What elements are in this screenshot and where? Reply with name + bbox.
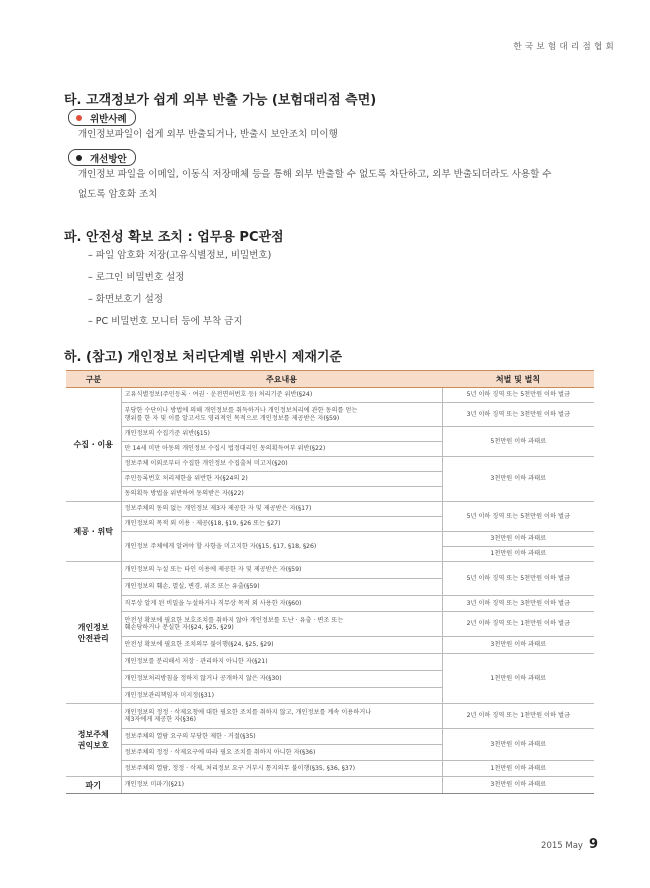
section-pa-title: 파. 안전성 확보 조치 : 업무용 PC관점 [64,230,284,245]
content-cell: 개인정보의 정정 · 삭제요청에 대한 필요한 조치를 취하지 않고, 개인정보를 계속 이용하거나 제3자에게 제공한 자(§36) [121,704,442,729]
content-cell: 개인정보를 분리해서 저장 · 관리하지 아니한 자(§21) [121,654,442,671]
association-header: 한 국 보 험 대 리 점 협 회 [513,42,614,52]
content-cell: 안전성 확보에 필요한 조치의무 불이행(§24, §25, §29) [121,637,442,654]
content-cell: 직무상 알게 된 비밀을 누설하거나 직무상 목적 외 사용한 자(§60) [121,596,442,612]
table-row [66,596,594,612]
table-row [66,777,594,794]
content-cell: 정보주체의 정정 · 삭제요구에 따라 필요 조치를 취하지 아니한 자(§36) [121,745,442,761]
table-row [66,502,594,517]
page-number: 9 [588,837,598,852]
content-cell: 정보주체의 열람 요구의 부당한 제한 · 거절(§35) [121,729,442,745]
category-cell: 제공 · 위탁 [66,502,121,562]
table-row [66,562,594,579]
content-cell: 개인정보처리방침을 정하지 않거나 공개하지 않은 자(§30) [121,671,442,688]
header-content: 주요내용 [121,371,442,388]
bullet-dot-icon [76,155,82,161]
category-cell: 수집 · 이용 [66,388,121,502]
penalty-cell: 3천만원 이하 과태료 [442,637,594,654]
section-ta-title: 타. 고객정보가 쉽게 외부 반출 가능 (보험대리점 측면) [64,93,377,108]
table-row [66,637,594,654]
content-cell: 고유식별정보(주민등록 · 여권 · 운전면허번호 등) 처리기준 위반(§24) [121,388,442,403]
pc-safety-list [88,245,271,333]
list-item: – 화면보호기 설정 [88,294,164,305]
bullet-dot-icon [76,115,82,121]
penalty-cell: 1천만원 이하 과태료 [442,547,594,562]
content-cell: 동의획득 방법을 위반하여 동의받은 자(§22) [121,487,442,502]
content-cell: 정보주체의 동의 없는 개인정보 제3자 제공한 자 및 제공받은 자(§17) [121,502,442,517]
table-row [66,729,594,745]
content-cell: 부당한 수단이나 방법에 의해 개인정보를 취득하거나 개인정보처리에 관한 동의를 얻는 행위를 한 자 및 이를 알고서도 영리적인 목적으로 개인정보를 제공받은 자(§59) [121,403,442,427]
table-header-row [66,371,594,388]
content-cell: 개인정보의 목적 외 이용 · 제공(§18, §19, §26 또는 §27) [121,517,442,532]
table-row [66,654,594,671]
penalty-cell: 3년 이하 징역 또는 3천만원 이하 벌금 [442,403,594,427]
penalty-cell: 5년 이하 징역 또는 5천만원 이하 벌금 [442,388,594,403]
penalty-cell: 1천만원 이하 과태료 [442,761,594,777]
improvement-text-line-1: 개인정보 파일을 이메일, 이동식 저장매체 등을 통해 외부 반출할 수 없도록 차단하고, 외부 반출되더라도 사용할 수 [78,169,552,180]
table-row [66,427,594,442]
content-cell: 만 14세 미만 아동의 개인정보 수집시 법정대리인 동의획득여부 위반(§22) [121,442,442,457]
violation-label [68,109,136,126]
table-row [66,761,594,777]
sanction-table [66,370,594,794]
violation-label-text: 위반사례 [90,113,127,125]
violation-text: 개인정보파일이 쉽게 외부 반출되거나, 반출시 보안조치 미이행 [78,129,338,140]
table-row [66,612,594,637]
table-row [66,403,594,427]
issue-date: 2015 May [541,841,583,851]
section-ha-title: 하. (참고) 개인정보 처리단계별 위반시 제재기준 [64,350,343,365]
content-cell: 개인정보관리책임자 미지정(§31) [121,688,442,704]
content-cell: 안전성 확보에 필요한 보호조치를 취하지 않아 개인정보를 도난 · 유출 · 변조 또는 훼손당하거나 분실한 자(§24, §25, §29) [121,612,442,637]
list-item: – 파일 암호화 저장(고유식별정보, 비밀번호) [88,250,272,261]
penalty-cell: 1천만원 이하 과태료 [442,654,594,704]
header-category: 구분 [66,371,121,388]
penalty-cell: 2년 이하 징역 또는 1천만원 이하 벌금 [442,612,594,637]
category-cell: 개인정보 안전관리 [66,562,121,704]
penalty-cell: 3년 이하 징역 또는 3천만원 이하 벌금 [442,596,594,612]
penalty-cell: 3천만원 이하 과태료 [442,729,594,761]
penalty-cell: 3천만원 이하 과태료 [442,777,594,794]
list-item: – PC 비밀번호 모니터 등에 부착 금지 [88,316,243,327]
table-row [66,457,594,472]
penalty-cell: 5천만원 이하 과태료 [442,427,594,457]
table-row [66,704,594,729]
content-cell: 정보주체의 열람, 정정 · 삭제, 처리정보 요구 거부시 통지의무 불이행(§35, §36, §37) [121,761,442,777]
content-cell: 정보주체 이외로부터 수집한 개인정보 수집출처 미고지(§20) [121,457,442,472]
content-cell: 주민등록번호 처리제한을 위반한 자(§24의 2) [121,472,442,487]
improvement-label-text: 개선방안 [90,153,127,165]
penalty-cell: 5년 이하 징역 또는 5천만원 이하 벌금 [442,562,594,596]
penalty-cell: 3천만원 이하 과태료 [442,457,594,502]
content-cell: 개인정보의 누설 또는 타인 이용에 제공한 자 및 제공받은 자(§59) [121,562,442,579]
penalty-cell: 3천만원 이하 과태료 [442,532,594,547]
penalty-cell: 5년 이하 징역 또는 5천만원 이하 벌금 [442,502,594,532]
improvement-label [68,149,136,166]
content-cell: 개인정보의 훼손, 멸실, 변경, 위조 또는 유출(§59) [121,579,442,596]
content-cell: 개인정보 미파기(§21) [121,777,442,794]
penalty-cell: 2년 이하 징역 또는 1천만원 이하 벌금 [442,704,594,729]
content-cell: 개인정보의 수집기준 위반(§15) [121,427,442,442]
table-row [66,532,594,547]
content-cell: 개인정보 주체에게 알려야 할 사항을 미고지한 자(§15, §17, §18, §26) [121,532,442,562]
improvement-text-line-2: 없도록 암호화 조치 [78,189,158,200]
table-row [66,388,594,403]
page-footer [541,837,598,852]
category-cell: 파기 [66,777,121,794]
list-item: – 로그인 비밀번호 설정 [88,272,185,283]
category-cell: 정보주체 권익보호 [66,704,121,777]
header-penalty: 처벌 및 벌칙 [442,371,594,388]
